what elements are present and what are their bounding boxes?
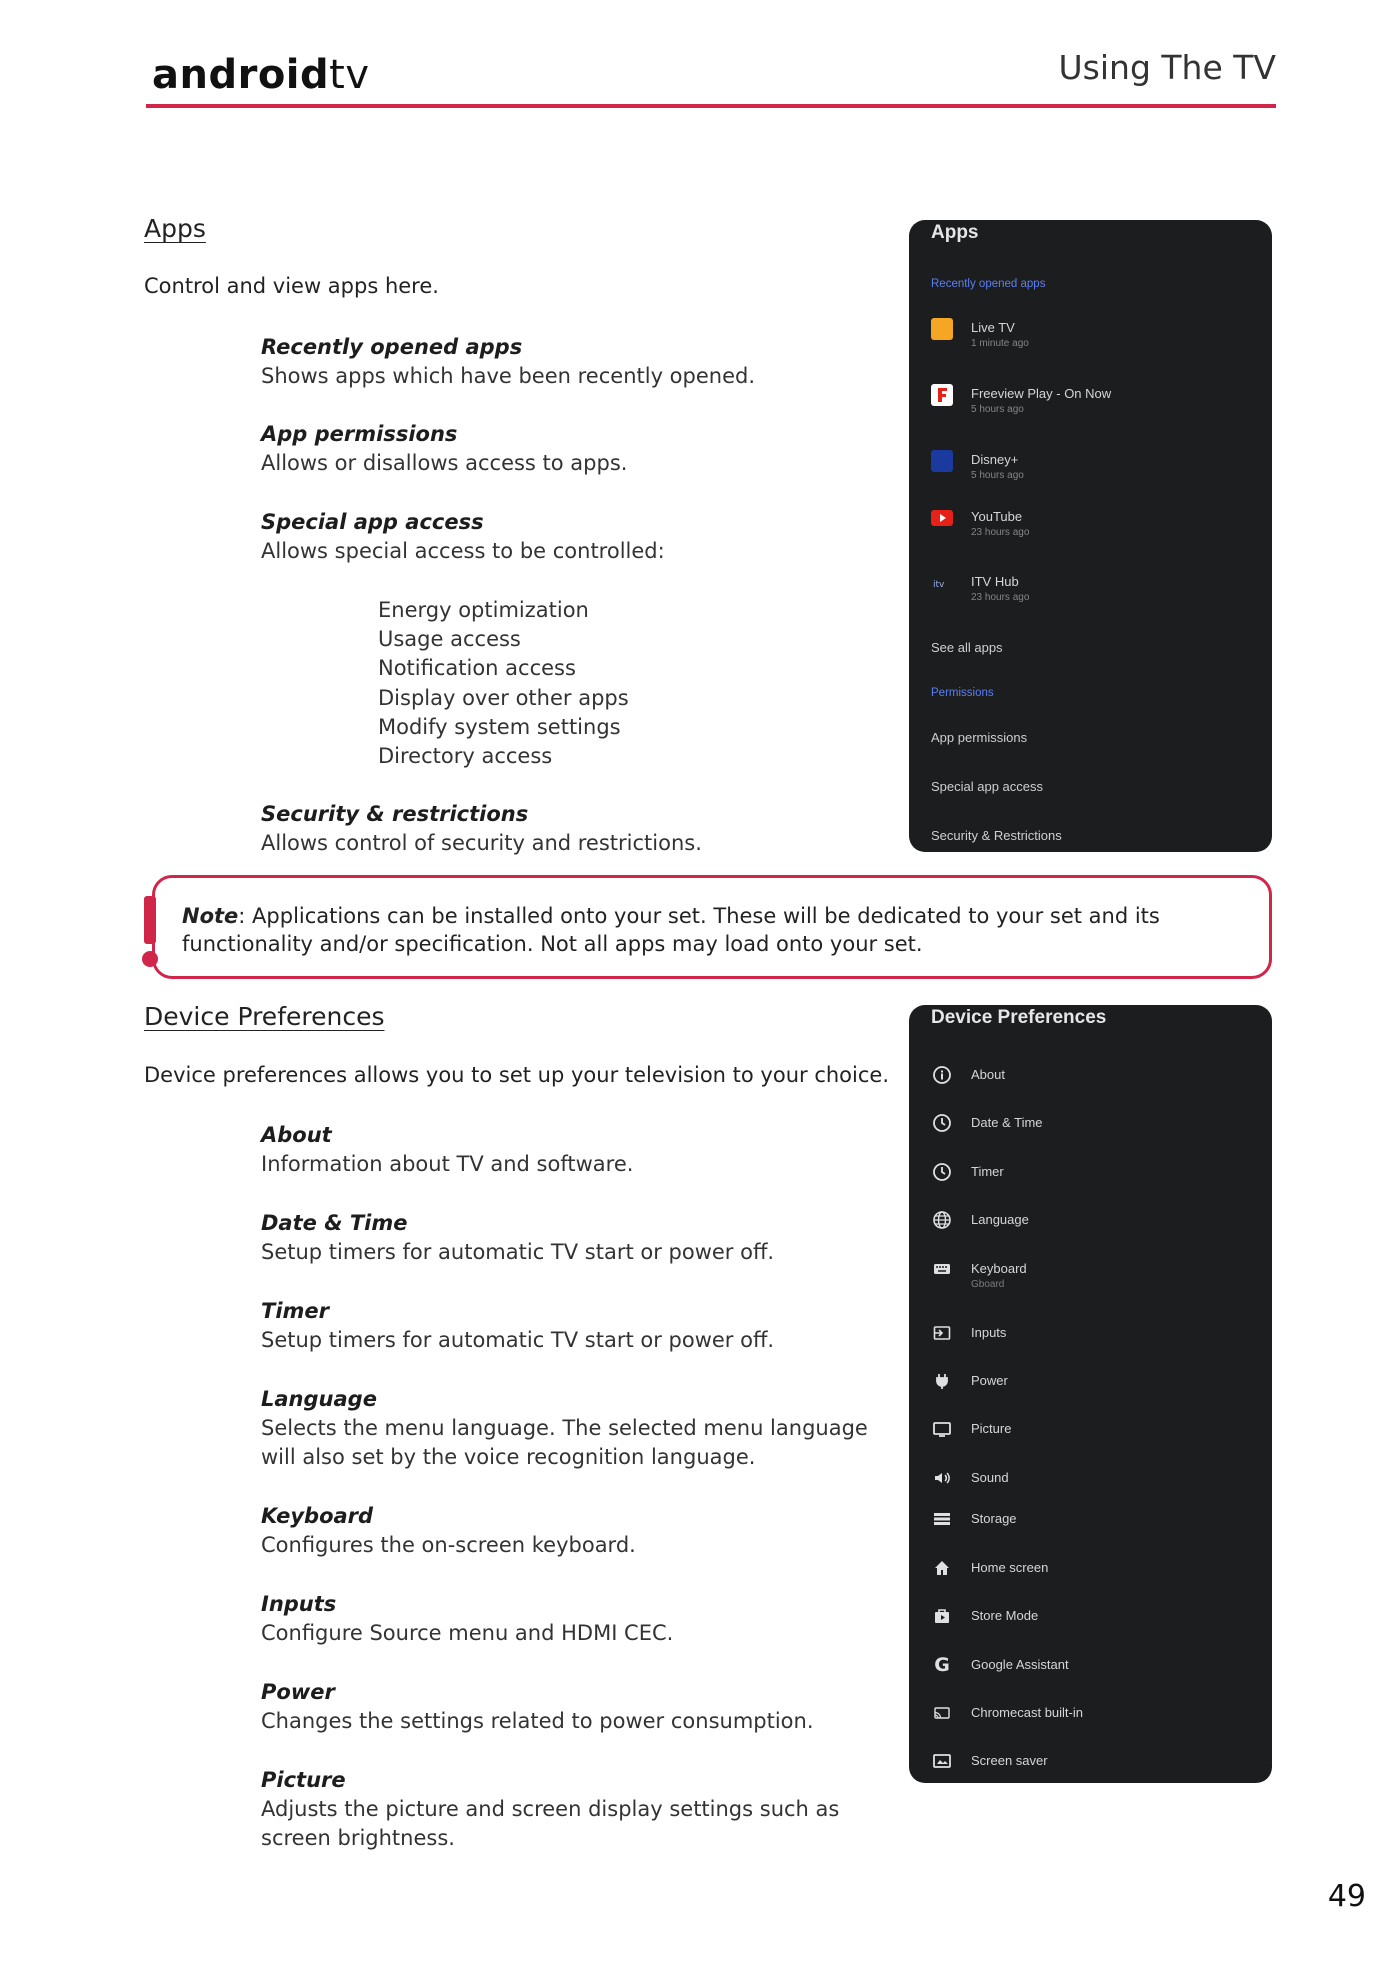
item-title: Picture	[261, 1768, 346, 1792]
menu-label: Home screen	[971, 1560, 1049, 1575]
exclamation-icon	[140, 896, 160, 968]
menu-item-app-permissions[interactable]: App permissions	[931, 730, 1028, 745]
list-item: Modify system settings	[378, 714, 621, 739]
speaker-icon	[931, 1467, 953, 1489]
item-desc: Allows or disallows access to apps.	[261, 451, 628, 475]
item-desc: Information about TV and software.	[261, 1152, 634, 1176]
item-title: Keyboard	[261, 1504, 374, 1528]
app-time: 1 minute ago	[971, 338, 1029, 349]
list-item: Directory access	[378, 744, 553, 769]
app-name: Freeview Play - On Now	[971, 386, 1112, 401]
list-item: Display over other apps	[378, 685, 629, 710]
list-item: Usage access	[378, 627, 521, 652]
item-title: Recently opened apps	[261, 335, 523, 359]
freeview-icon	[931, 384, 953, 406]
app-name: YouTube	[971, 509, 1023, 524]
item-desc: Changes the settings related to power consumption.	[261, 1709, 814, 1733]
see-all-apps-link[interactable]: See all apps	[931, 640, 1003, 655]
menu-label: Sound	[971, 1470, 1009, 1485]
storage-icon	[931, 1508, 953, 1530]
monitor-icon	[931, 1418, 953, 1440]
home-icon	[931, 1557, 953, 1579]
device-preferences-screenshot-panel	[909, 1005, 1272, 1783]
device-item-picture	[261, 1766, 881, 1853]
device-item-keyboard	[261, 1502, 881, 1560]
apps-item-security	[261, 800, 881, 858]
logo-text: android	[152, 52, 330, 98]
device-item-timer	[261, 1297, 881, 1355]
menu-label: Screen saver	[971, 1753, 1048, 1768]
device-item-about	[261, 1121, 881, 1179]
item-desc: Configures the on-screen keyboard.	[261, 1533, 636, 1557]
note-label: Note	[182, 904, 239, 928]
apps-item-recently-opened	[261, 333, 881, 391]
menu-label: Chromecast built-in	[971, 1705, 1083, 1720]
device-item-date-time	[261, 1209, 881, 1267]
list-item: Notification access	[378, 656, 576, 681]
item-desc: Selects the menu language. The selected menu language will also set by the voice recognition language.	[261, 1416, 868, 1469]
menu-label: Language	[971, 1212, 1029, 1227]
store-icon	[931, 1605, 953, 1627]
app-name: Disney+	[971, 452, 1019, 467]
note-text	[182, 902, 1262, 958]
panel-title: Device Preferences	[931, 1007, 1107, 1028]
app-time: 5 hours ago	[971, 470, 1024, 481]
app-name: Live TV	[971, 320, 1015, 335]
globe-icon	[931, 1209, 953, 1231]
item-desc: Shows apps which have been recently opened.	[261, 364, 756, 388]
menu-label: Store Mode	[971, 1608, 1039, 1623]
apps-screenshot-panel	[909, 220, 1272, 852]
device-item-language	[261, 1385, 881, 1472]
menu-label: Picture	[971, 1421, 1012, 1436]
device-item-power	[261, 1678, 881, 1736]
item-title: Inputs	[261, 1592, 337, 1616]
header-divider	[146, 104, 1276, 108]
input-icon	[931, 1322, 953, 1344]
app-name: ITV Hub	[971, 574, 1019, 589]
item-title: Power	[261, 1680, 335, 1704]
panel-title: Apps	[931, 222, 979, 243]
timer-icon	[931, 1161, 953, 1183]
clock-icon	[931, 1112, 953, 1134]
apps-item-special-access	[261, 508, 881, 566]
info-icon	[931, 1064, 953, 1086]
disney-plus-icon	[931, 450, 953, 472]
item-title: Security & restrictions	[261, 802, 529, 826]
keyboard-icon	[931, 1258, 953, 1280]
device-preferences-intro: Device preferences allows you to set up your television to your choice.	[144, 1063, 889, 1087]
item-desc: Allows special access to be controlled:	[261, 539, 665, 563]
screen-saver-icon	[931, 1750, 953, 1772]
list-item: Energy optimization	[378, 598, 589, 622]
apps-heading: Apps	[144, 214, 206, 243]
google-icon: G	[934, 1654, 950, 1676]
item-title: Language	[261, 1387, 377, 1411]
menu-label: Keyboard	[971, 1261, 1027, 1276]
menu-label: Storage	[971, 1511, 1017, 1526]
menu-sublabel: Gboard	[971, 1279, 1005, 1290]
device-item-inputs	[261, 1590, 881, 1648]
itv-hub-icon	[931, 572, 953, 594]
app-time: 23 hours ago	[971, 527, 1030, 538]
item-desc: Setup timers for automatic TV start or power off.	[261, 1240, 775, 1264]
item-desc: Setup timers for automatic TV start or power off.	[261, 1328, 775, 1352]
apps-item-app-permissions	[261, 420, 881, 478]
item-title: About	[261, 1123, 332, 1147]
svg-text:itv: itv	[933, 580, 945, 590]
menu-item-security-restrictions[interactable]: Security & Restrictions	[931, 828, 1062, 843]
menu-item-special-app-access[interactable]: Special app access	[931, 779, 1044, 794]
logo-text-tv: tv	[329, 52, 370, 98]
youtube-icon	[931, 510, 953, 526]
menu-label: Date & Time	[971, 1115, 1043, 1130]
special-access-list	[378, 596, 629, 771]
permissions-header: Permissions	[931, 687, 994, 699]
item-title: Date & Time	[261, 1211, 408, 1235]
app-time: 23 hours ago	[971, 592, 1030, 603]
item-title: Special app access	[261, 510, 484, 534]
item-desc: Adjusts the picture and screen display settings such as screen brightness.	[261, 1797, 840, 1850]
power-plug-icon	[931, 1370, 953, 1392]
recent-apps-header: Recently opened apps	[931, 278, 1046, 290]
item-desc: Allows control of security and restrictions.	[261, 831, 702, 855]
cast-icon	[931, 1702, 953, 1724]
item-desc: Configure Source menu and HDMI CEC.	[261, 1621, 674, 1645]
menu-label: Inputs	[971, 1325, 1007, 1340]
note-body: : Applications can be installed onto your set. These will be dedicated to your set and its functionality and/or specification. Not all apps may load onto your set.	[182, 904, 1160, 956]
menu-label: About	[971, 1067, 1005, 1082]
page-number: 49	[1327, 1879, 1366, 1914]
app-time: 5 hours ago	[971, 404, 1024, 415]
androidtv-logo	[152, 52, 370, 98]
device-preferences-heading: Device Preferences	[144, 1002, 385, 1031]
menu-label: Power	[971, 1373, 1008, 1388]
header-title: Using The TV	[1058, 48, 1276, 87]
item-title: Timer	[261, 1299, 330, 1323]
live-tv-icon	[931, 318, 953, 340]
menu-label: Google Assistant	[971, 1657, 1069, 1672]
item-title: App permissions	[261, 422, 458, 446]
apps-intro: Control and view apps here.	[144, 274, 439, 298]
menu-label: Timer	[971, 1164, 1004, 1179]
